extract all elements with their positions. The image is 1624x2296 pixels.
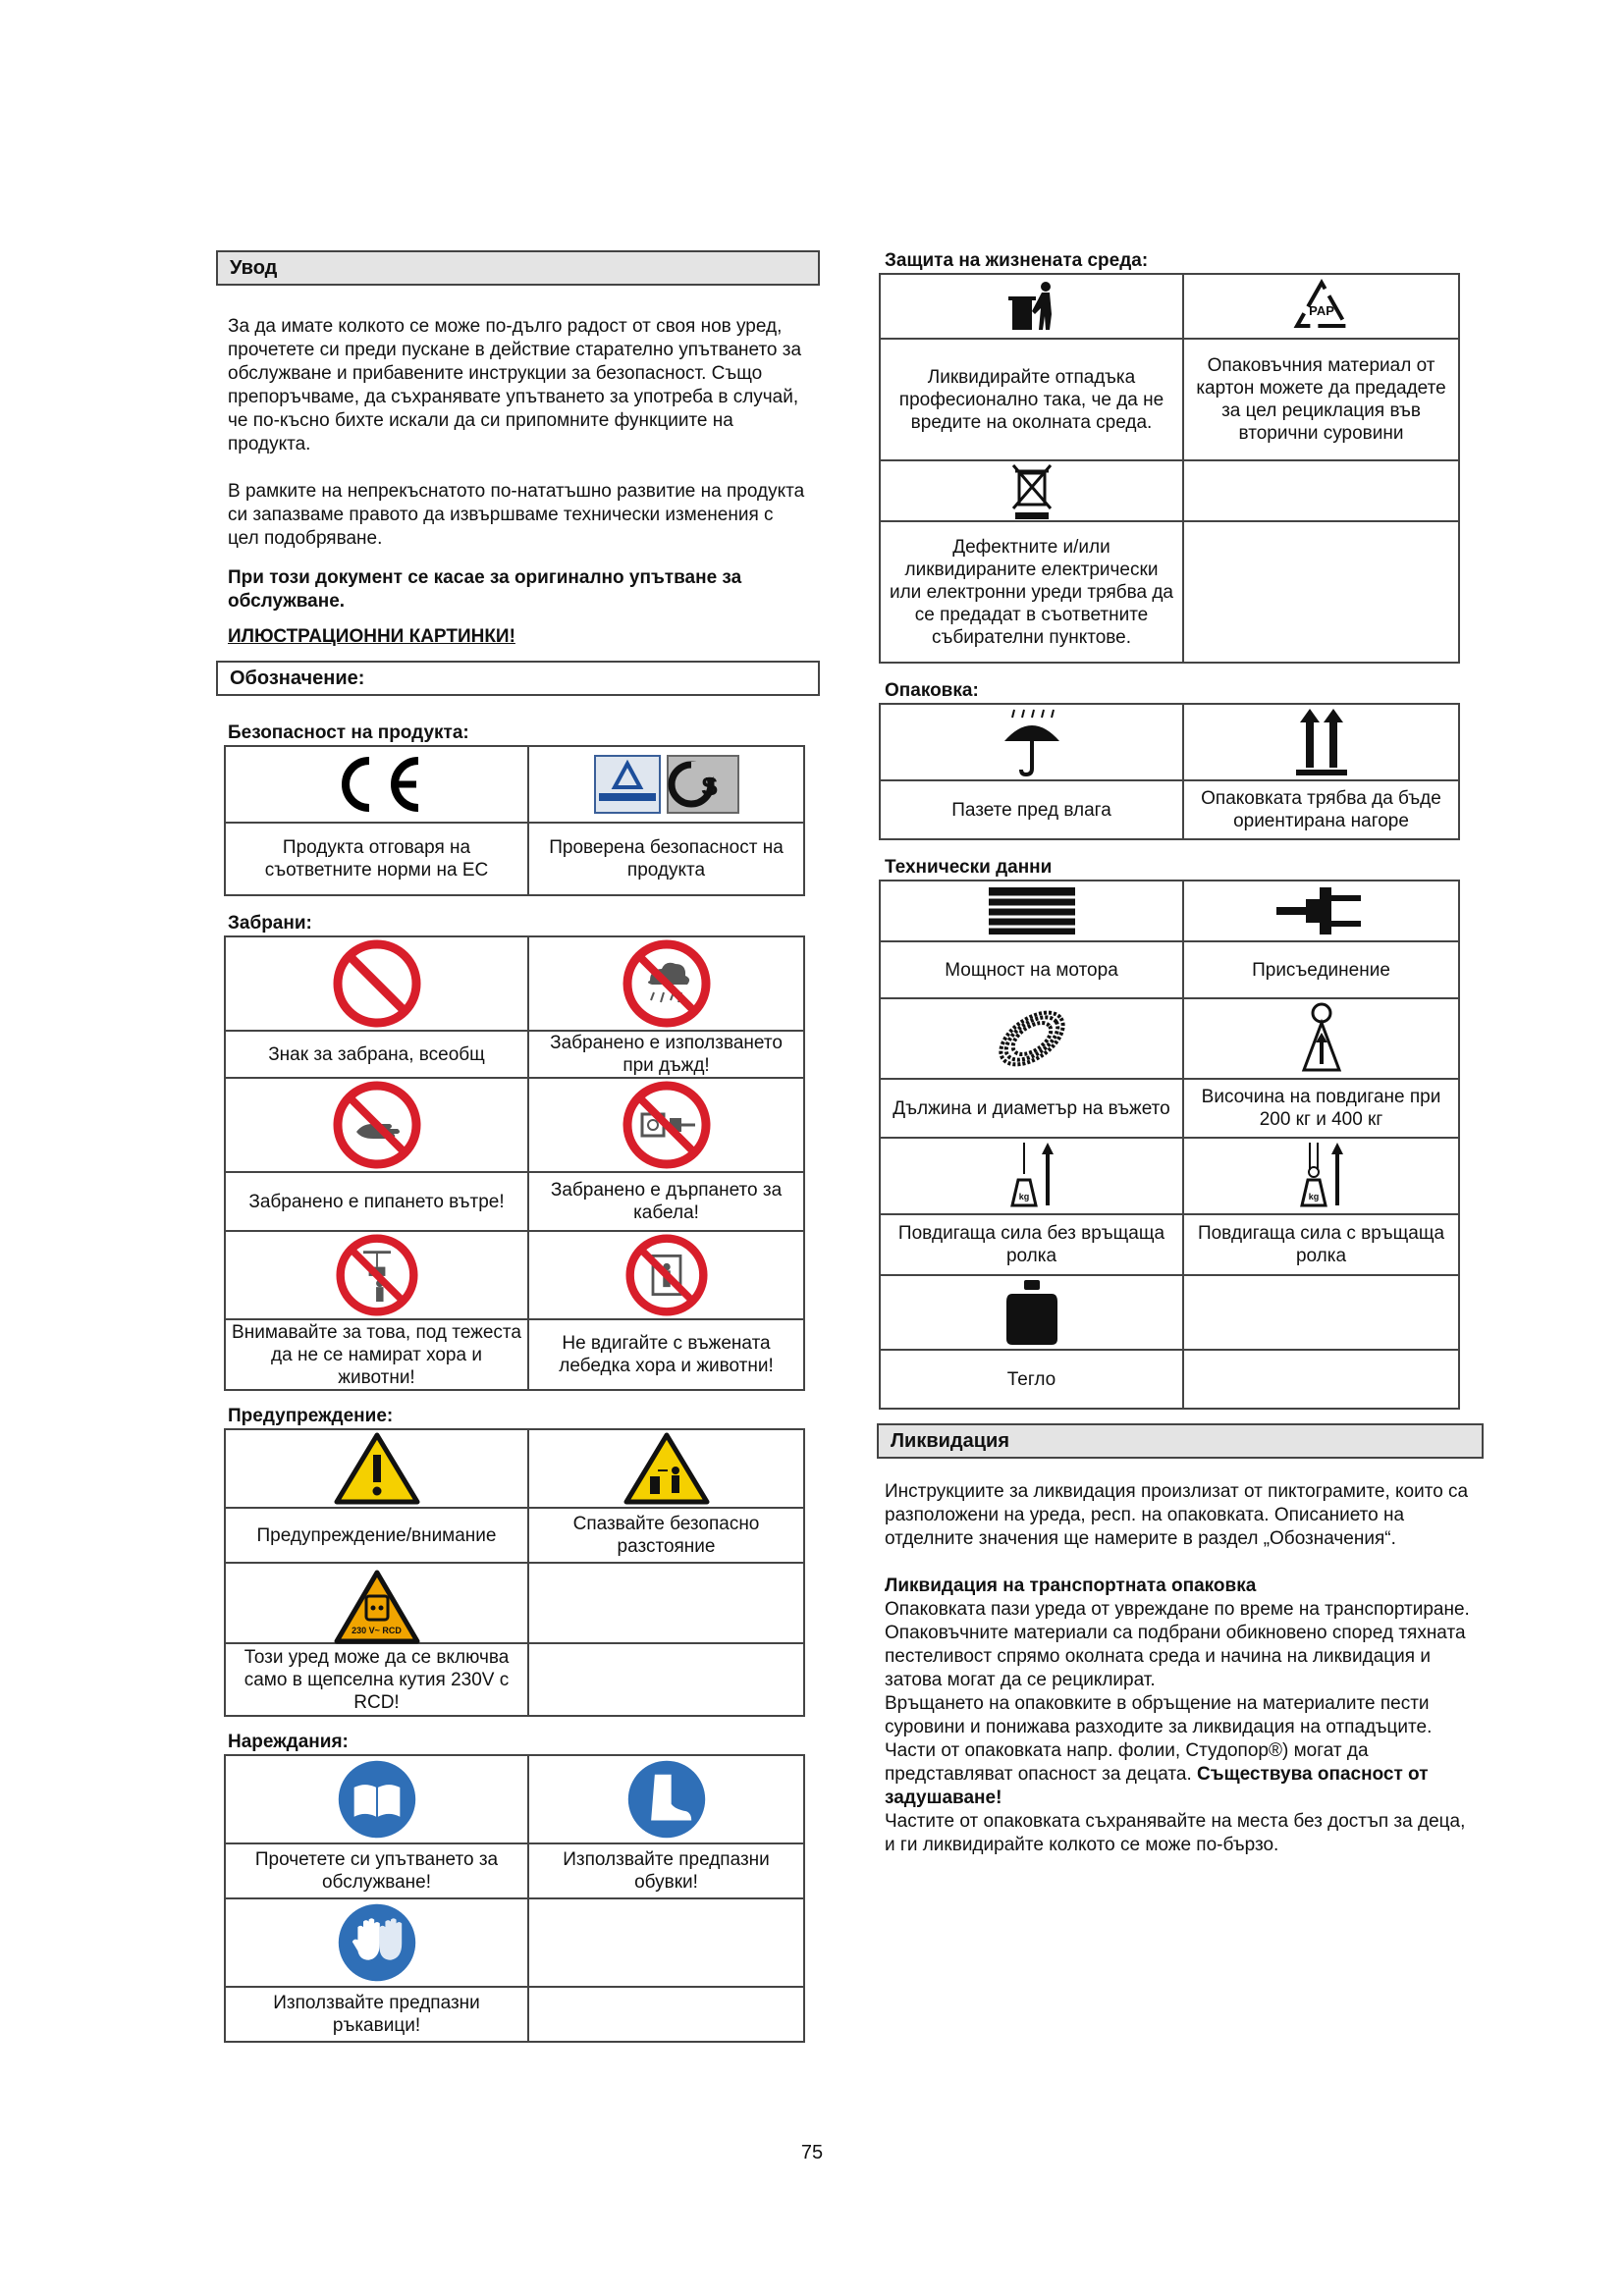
intro-paragraph-3: При този документ се касае за оригинално упътване за обслужване. bbox=[228, 567, 742, 612]
intro-heading: Увод bbox=[216, 250, 820, 286]
tech-table bbox=[879, 880, 1460, 1410]
prohibition-caption-1: Знак за забрана, всеобщ bbox=[225, 1031, 528, 1078]
warnings-table bbox=[224, 1428, 805, 1717]
no-lift-persons-icon bbox=[625, 1234, 708, 1316]
disposal-subheading: Ликвидация на транспортната опаковка bbox=[885, 1575, 1257, 1596]
warnings-empty-cell bbox=[528, 1563, 804, 1643]
kg-text-2: kg bbox=[1308, 1192, 1319, 1201]
left-column bbox=[216, 250, 820, 2043]
safe-distance-icon bbox=[623, 1431, 711, 1506]
safety-gloves-icon bbox=[336, 1901, 418, 1984]
packaging-caption-1: Пазете пред влага bbox=[880, 780, 1183, 839]
prohibition-caption-5: Внимавайте за това, под тежеста да не се намират хора и животни! bbox=[225, 1319, 528, 1390]
svg-text:S: S bbox=[700, 772, 718, 801]
weee-crossed-bin-icon bbox=[1007, 461, 1056, 520]
tech-caption-3: Дължина и диаметър на въжето bbox=[880, 1079, 1183, 1138]
no-persons-under-load-icon bbox=[336, 1234, 418, 1316]
right-column bbox=[877, 249, 1486, 1857]
tech-label: Технически данни bbox=[885, 857, 1053, 878]
disposal-paragraph-4: Връщането на опаковките в обръщение на материалите пести суровини и понижава разходите за ликвидация на отпадъците. bbox=[885, 1693, 1433, 1737]
tech-empty-caption bbox=[1183, 1350, 1459, 1409]
prohibition-caption-3: Забранено е пипането вътре! bbox=[225, 1172, 528, 1231]
disposal-paragraph-6: Частите от опаковката съхранявайте на места без достъп за деца, и ги ликвидирайте колкото се може по-бързо. bbox=[885, 1811, 1466, 1855]
no-rain-icon bbox=[623, 939, 711, 1028]
environment-empty-cell bbox=[1183, 460, 1459, 521]
no-touch-icon bbox=[333, 1081, 421, 1169]
orders-label: Нареждания: bbox=[228, 1732, 349, 1752]
environment-empty-caption bbox=[1183, 521, 1459, 663]
packaging-caption-2: Опаковката трябва да бъде ориентирана нагоре bbox=[1183, 780, 1459, 839]
rcd-badge: 230 V~ RCD bbox=[352, 1626, 402, 1635]
prohibition-caption-6: Не вдигайте с въжената лебедка хора и животни! bbox=[528, 1319, 804, 1390]
disposal-paragraph-5 bbox=[885, 1739, 1478, 1810]
environment-label: Защита на жизнената среда: bbox=[885, 250, 1149, 271]
disposal-choking-warning: Съществува опасност от задушаване! bbox=[885, 1764, 1429, 1808]
orders-table bbox=[224, 1754, 805, 2043]
pap-text: PAP bbox=[1308, 303, 1334, 318]
prohibition-caption-4: Забранено е дърпането за кабела! bbox=[528, 1172, 804, 1231]
tech-caption-5: Повдигаща сила без връщаща ролка bbox=[880, 1214, 1183, 1275]
tech-empty-cell bbox=[1183, 1275, 1459, 1350]
warning-caption-2: Спазвайте безопасно разстояние bbox=[528, 1508, 804, 1563]
lifting-force-pulley-icon bbox=[1292, 1141, 1351, 1211]
disposal-paragraph-1: Инструкциите за ликвидация произлизат от пиктограмите, които са разположени на уреда, респ. на опаковката. Описанието на отделните значения ще намерите в раздел „Обозначения“. bbox=[885, 1481, 1469, 1549]
disposal-paragraph-3: Опаковъчните материали са подбрани обикновено според тяхната пестеливост спрямо околната среда и начина на ликвидация и затова могат да се рециклират. bbox=[885, 1623, 1466, 1690]
recycle-bin-icon bbox=[1002, 277, 1061, 336]
motor-icon bbox=[985, 883, 1079, 938]
page-number: 75 bbox=[800, 2142, 824, 2163]
environment-caption-1: Ликвидирайте отпадъка професионално така, че да не вредите на околната среда. bbox=[880, 339, 1183, 460]
order-caption-1: Прочетете си упътването за обслужване! bbox=[225, 1843, 528, 1898]
plug-connection-icon bbox=[1274, 883, 1369, 938]
ce-mark-icon bbox=[328, 755, 426, 814]
warning-caption-1: Предупреждение/внимание bbox=[225, 1508, 528, 1563]
tech-caption-6: Повдигаща сила с връщаща ролка bbox=[1183, 1214, 1459, 1275]
ce-caption: Продукта отговаря на съответните норми на ЕС bbox=[225, 823, 528, 895]
order-caption-2: Използвайте предпазни обувки! bbox=[528, 1843, 804, 1898]
tuv-gs-logo-icon bbox=[593, 754, 740, 815]
weight-icon bbox=[1002, 1278, 1061, 1347]
intro-paragraph-1: За да имате колкото се може по-дълго радост от своя нов уред, прочетете си преди пускане в действие старателно упътването за обслужване и прибавените инструкции за безопасност. Също препоръчваме, да съхранявате упътването за употреба в случай, че по-късно бихте искали да си припомните функциите на продукта. bbox=[228, 316, 802, 454]
warnings-label: Предупреждение: bbox=[228, 1406, 394, 1426]
lifting-force-icon bbox=[1002, 1141, 1061, 1211]
warning-caption-3: Този уред може да се включва само в щепселна кутия 230V с RCD! bbox=[225, 1643, 528, 1716]
tech-caption-7: Тегло bbox=[880, 1350, 1183, 1409]
order-caption-3: Използвайте предпазни ръкавици! bbox=[225, 1987, 528, 2042]
intro-illustration-note: ИЛЮСТРАЦИОННИ КАРТИНКИ! bbox=[228, 626, 515, 647]
kg-text-1: kg bbox=[1018, 1192, 1029, 1201]
ce-mark-cell bbox=[225, 746, 528, 823]
tested-caption: Проверена безопасност на продукта bbox=[528, 823, 804, 895]
disposal-heading: Ликвидация bbox=[877, 1423, 1484, 1459]
safety-shoes-icon bbox=[625, 1758, 708, 1841]
disposal-paragraph-2: Опаковката пази уреда от увреждане по време на транспортиране. bbox=[885, 1599, 1470, 1620]
tech-caption-4: Височина на повдигане при 200 кг и 400 кг bbox=[1183, 1079, 1459, 1138]
environment-table bbox=[879, 273, 1460, 664]
safety-table bbox=[224, 745, 805, 896]
rope-coil-icon bbox=[985, 999, 1079, 1078]
pap-recycle-icon bbox=[1289, 277, 1354, 336]
warning-triangle-icon bbox=[333, 1431, 421, 1506]
safety-logos-cell bbox=[528, 746, 804, 823]
packaging-label: Опаковка: bbox=[885, 680, 979, 701]
prohibitions-label: Забрани: bbox=[228, 913, 312, 934]
environment-caption-2: Опаковъчния материал от картон можете да предадете за цел рециклация във вторични суровини bbox=[1183, 339, 1459, 460]
tech-caption-1: Мощност на мотора bbox=[880, 941, 1183, 998]
tech-caption-2: Присъединение bbox=[1183, 941, 1459, 998]
read-manual-icon bbox=[336, 1758, 418, 1841]
orders-empty-caption bbox=[528, 1987, 804, 2042]
prohibition-general-icon bbox=[333, 939, 421, 1028]
no-pull-cable-icon bbox=[623, 1081, 711, 1169]
keep-dry-umbrella-icon bbox=[1001, 708, 1063, 776]
safety-label: Безопасност на продукта: bbox=[228, 722, 469, 743]
intro-paragraph-2: В рамките на непрекъснатото по-нататъшно развитие на продукта си запазваме правото да извършваме технически изменения с цел подобряване. bbox=[228, 481, 805, 549]
lifting-height-icon bbox=[1292, 1001, 1351, 1076]
disposal-paragraph-5-text: Части от опаковката напр. фолии, Студопор®) могат да представляват опасност за децата. bbox=[885, 1740, 1369, 1785]
packaging-table bbox=[879, 703, 1460, 840]
environment-caption-3: Дефектните и/или ликвидираните електрически или електронни уреди трябва да се предадат в съответните събирателни пунктове. bbox=[880, 521, 1183, 663]
orders-empty-cell bbox=[528, 1898, 804, 1987]
warnings-empty-caption bbox=[528, 1643, 804, 1716]
prohibition-caption-2: Забранено е използването при дъжд! bbox=[528, 1031, 804, 1078]
prohibitions-table bbox=[224, 935, 805, 1391]
designation-heading: Обозначение: bbox=[216, 661, 820, 696]
this-side-up-icon bbox=[1290, 707, 1353, 777]
